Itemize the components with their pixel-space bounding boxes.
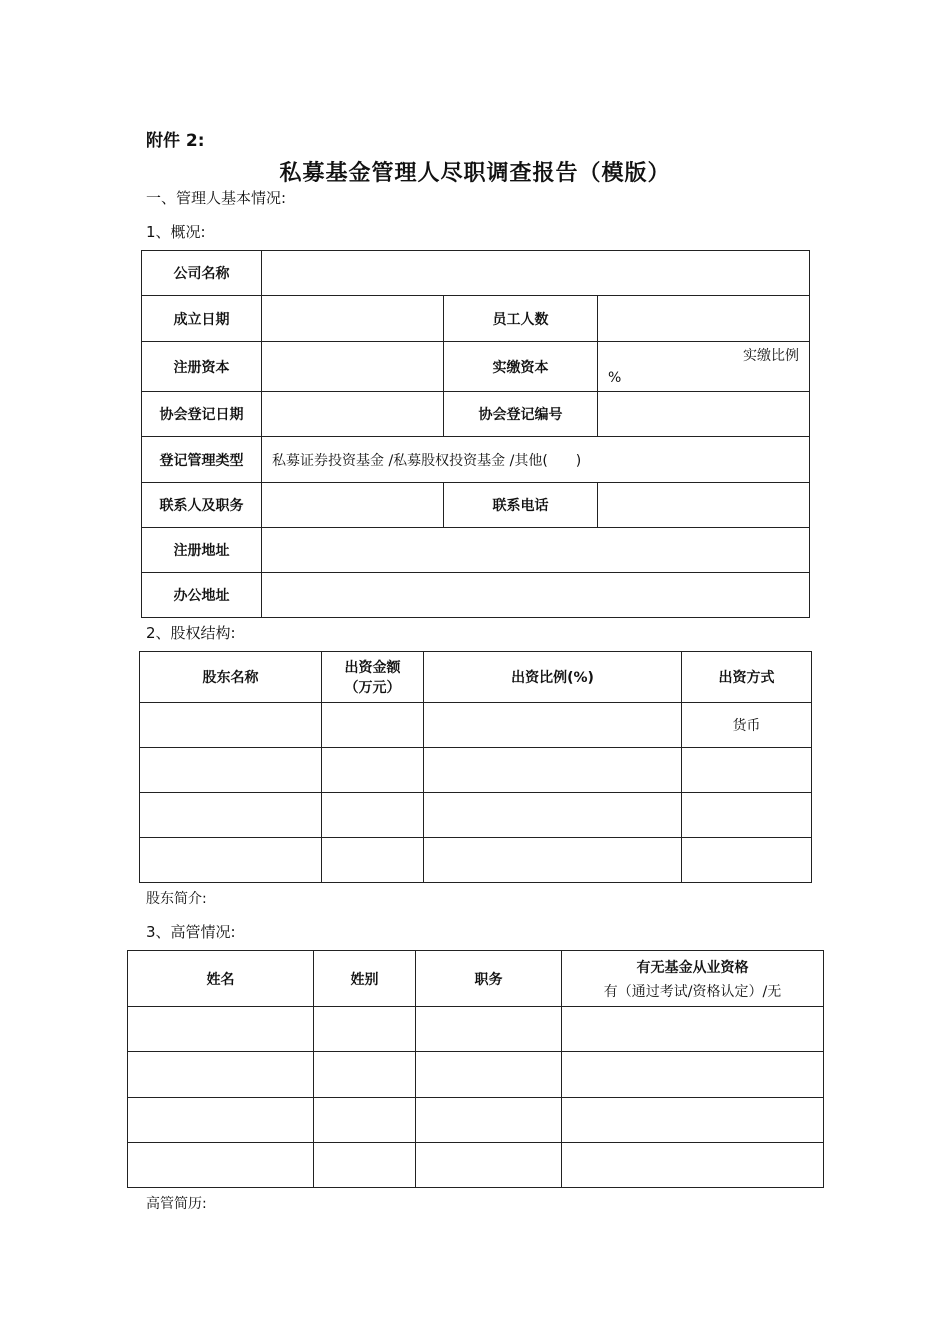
reg-type-options[interactable]: 私募证券投资基金 /私募股权投资基金 /其他( ) (262, 437, 810, 483)
table-row (128, 1007, 824, 1052)
company-name-label: 公司名称 (142, 251, 262, 296)
attachment-label: 附件 2: (146, 131, 205, 151)
subsection-equity: 2、股权结构: (146, 624, 236, 642)
shareholder-note: 股东简介: (146, 891, 207, 907)
exec-cell[interactable] (416, 1007, 562, 1052)
office-address-label: 办公地址 (142, 573, 262, 618)
employee-count-label: 员工人数 (444, 296, 598, 342)
exec-header-qualification-sub: 有（通过考试/资格认定）/无 (603, 983, 782, 1000)
exec-cell[interactable] (314, 1007, 416, 1052)
exec-cell[interactable] (314, 1052, 416, 1098)
exec-cell[interactable] (562, 1007, 824, 1052)
equity-cell[interactable]: 货币 (682, 703, 812, 748)
equity-cell[interactable] (322, 838, 424, 883)
equity-cell[interactable] (424, 703, 682, 748)
equity-cell[interactable] (140, 838, 322, 883)
equity-cell[interactable] (140, 748, 322, 793)
exec-header-name: 姓名 (128, 951, 314, 1007)
office-address-field[interactable] (262, 573, 810, 618)
exec-header-position: 职务 (416, 951, 562, 1007)
assoc-reg-date-label: 协会登记日期 (142, 392, 262, 437)
percent-sign: % (608, 370, 622, 386)
table-row (128, 1143, 824, 1188)
paid-ratio-label: 实缴比例 (743, 348, 800, 364)
paid-capital-field[interactable] (598, 342, 810, 392)
subsection-overview: 1、概况: (146, 223, 206, 241)
registered-capital-field[interactable] (262, 342, 444, 392)
page-title: 私募基金管理人尽职调查报告（模版） (279, 161, 671, 186)
contact-label: 联系人及职务 (142, 483, 262, 528)
exec-cell[interactable] (314, 1098, 416, 1143)
employee-count-field[interactable] (598, 296, 810, 342)
exec-header-gender: 姓别 (314, 951, 416, 1007)
assoc-reg-no-field[interactable] (598, 392, 810, 437)
equity-header-ratio: 出资比例(%) (424, 652, 682, 703)
equity-cell[interactable] (322, 703, 424, 748)
reg-type-label: 登记管理类型 (142, 437, 262, 483)
established-date-label: 成立日期 (142, 296, 262, 342)
equity-cell[interactable] (424, 838, 682, 883)
phone-label: 联系电话 (444, 483, 598, 528)
company-name-field[interactable] (262, 251, 810, 296)
established-date-field[interactable] (262, 296, 444, 342)
exec-header-qualification (562, 951, 824, 1007)
exec-cell[interactable] (416, 1098, 562, 1143)
equity-cell[interactable] (424, 748, 682, 793)
phone-field[interactable] (598, 483, 810, 528)
section-heading: 一、管理人基本情况: (146, 189, 287, 207)
exec-cell[interactable] (562, 1143, 824, 1188)
table-row (128, 1098, 824, 1143)
equity-cell[interactable] (682, 748, 812, 793)
executives-table (127, 950, 824, 1188)
exec-cell[interactable] (562, 1052, 824, 1098)
reg-address-field[interactable] (262, 528, 810, 573)
exec-cell[interactable] (562, 1098, 824, 1143)
equity-table (139, 651, 812, 883)
table-row (140, 703, 812, 748)
exec-cell[interactable] (128, 1052, 314, 1098)
equity-cell[interactable] (424, 793, 682, 838)
exec-cell[interactable] (314, 1143, 416, 1188)
table-row (140, 748, 812, 793)
equity-cell[interactable] (682, 838, 812, 883)
contact-field[interactable] (262, 483, 444, 528)
equity-cell[interactable] (682, 793, 812, 838)
equity-cell[interactable] (322, 748, 424, 793)
assoc-reg-no-label: 协会登记编号 (444, 392, 598, 437)
equity-cell[interactable] (322, 793, 424, 838)
exec-note: 高管简历: (146, 1196, 207, 1212)
exec-cell[interactable] (128, 1007, 314, 1052)
exec-cell[interactable] (128, 1143, 314, 1188)
exec-header-qualification-title: 有无基金从业资格 (636, 959, 749, 976)
equity-header-method: 出资方式 (682, 652, 812, 703)
equity-header-amount-line1: 出资金额 (344, 660, 401, 676)
equity-header-amount-line2: （万元） (344, 680, 401, 696)
subsection-executives: 3、高管情况: (146, 923, 236, 941)
exec-cell[interactable] (416, 1143, 562, 1188)
equity-header-name: 股东名称 (140, 652, 322, 703)
table-row (128, 1052, 824, 1098)
exec-cell[interactable] (128, 1098, 314, 1143)
table-row (140, 838, 812, 883)
reg-address-label: 注册地址 (142, 528, 262, 573)
paid-capital-label: 实缴资本 (444, 342, 598, 392)
table-row (140, 793, 812, 838)
assoc-reg-date-field[interactable] (262, 392, 444, 437)
equity-cell[interactable] (140, 703, 322, 748)
exec-cell[interactable] (416, 1052, 562, 1098)
overview-table (141, 250, 810, 618)
registered-capital-label: 注册资本 (142, 342, 262, 392)
equity-header-amount (322, 652, 424, 703)
equity-cell[interactable] (140, 793, 322, 838)
